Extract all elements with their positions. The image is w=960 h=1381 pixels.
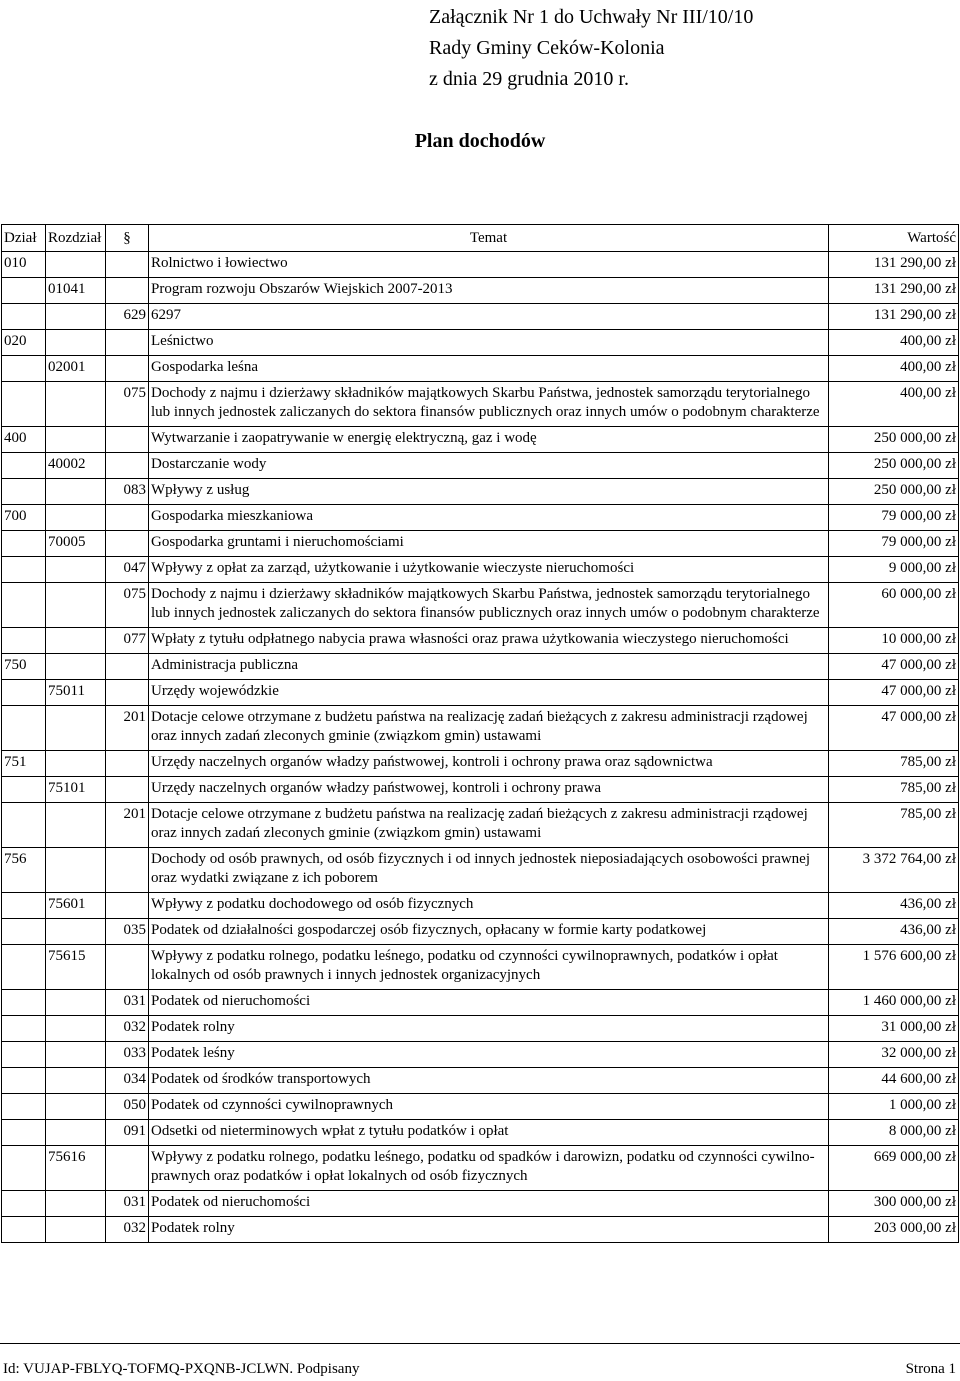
table-row-rozdzial <box>2 680 959 706</box>
dzial-cell: 400 <box>2 427 46 453</box>
paragraf-cell: 201 <box>106 706 149 751</box>
dzial-cell <box>2 356 46 382</box>
rozdzial-cell <box>46 304 106 330</box>
temat-cell: Dochody z najmu i dzierżawy składników majątkowych Skarbu Państwa, jednostek samorządu terytorialnego lub innych jednostek zaliczanych do sektora finansów publicznych oraz innych umów o podobnym charakterze <box>149 583 829 628</box>
rozdzial-cell <box>46 706 106 751</box>
dzial-cell <box>2 680 46 706</box>
rozdzial-cell <box>46 583 106 628</box>
table-row-paragraf <box>2 1191 959 1217</box>
dzial-cell <box>2 628 46 654</box>
rozdzial-cell <box>46 252 106 278</box>
rozdzial-cell <box>46 382 106 427</box>
dzial-cell <box>2 1146 46 1191</box>
table-row-paragraf <box>2 304 959 330</box>
temat-cell: Wytwarzanie i zaopatrywanie w energię elektryczną, gaz i wodę <box>149 427 829 453</box>
wartosc-cell: 400,00 zł <box>829 356 959 382</box>
rozdzial-cell <box>46 848 106 893</box>
dzial-cell: 700 <box>2 505 46 531</box>
paragraf-cell <box>106 680 149 706</box>
temat-cell: Dotacje celowe otrzymane z budżetu państwa na realizację zadań bieżących z zakresu administracji rządowej oraz innych zadań zleconych gminie (związkom gmin) ustawami <box>149 706 829 751</box>
table-row-paragraf <box>2 1094 959 1120</box>
temat-cell: Podatek leśny <box>149 1042 829 1068</box>
wartosc-cell: 47 000,00 zł <box>829 680 959 706</box>
paragraf-cell <box>106 330 149 356</box>
paragraf-cell <box>106 654 149 680</box>
page-number: Strona 1 <box>905 1361 956 1377</box>
table-row-rozdzial <box>2 278 959 304</box>
rozdzial-cell <box>46 751 106 777</box>
temat-cell: 6297 <box>149 304 829 330</box>
column-header-paragraf: § <box>106 225 149 252</box>
rozdzial-cell: 70005 <box>46 531 106 557</box>
wartosc-cell: 10 000,00 zł <box>829 628 959 654</box>
table-header-row <box>2 225 959 252</box>
paragraf-cell <box>106 945 149 990</box>
wartosc-cell: 47 000,00 zł <box>829 706 959 751</box>
dzial-cell <box>2 1068 46 1094</box>
paragraf-cell <box>106 356 149 382</box>
temat-cell: Wpływy z opłat za zarząd, użytkowanie i użytkowanie wieczyste nieruchomości <box>149 557 829 583</box>
temat-cell: Wpłaty z tytułu odpłatnego nabycia prawa własności oraz prawa użytkowania wieczystego nieruchomości <box>149 628 829 654</box>
table-row-paragraf <box>2 628 959 654</box>
header-line-2: Rady Gminy Ceków-Kolonia <box>429 37 665 59</box>
dzial-cell <box>2 557 46 583</box>
wartosc-cell: 3 372 764,00 zł <box>829 848 959 893</box>
temat-cell: Rolnictwo i łowiectwo <box>149 252 829 278</box>
paragraf-cell <box>106 278 149 304</box>
temat-cell: Wpływy z podatku rolnego, podatku leśnego, podatku od spadków i darowizn, podatku od czynności cywilno-prawnych oraz podatków i opłat lokalnych od osób fizycznych <box>149 1146 829 1191</box>
table-row-paragraf <box>2 1016 959 1042</box>
dzial-cell <box>2 453 46 479</box>
rozdzial-cell <box>46 330 106 356</box>
temat-cell: Podatek od środków transportowych <box>149 1068 829 1094</box>
temat-cell: Dotacje celowe otrzymane z budżetu państwa na realizację zadań bieżących z zakresu administracji rządowej oraz innych zadań zleconych gminie (związkom gmin) ustawami <box>149 803 829 848</box>
dzial-cell <box>2 479 46 505</box>
temat-cell: Dochody z najmu i dzierżawy składników majątkowych Skarbu Państwa, jednostek samorządu terytorialnego lub innych jednostek zaliczanych do sektora finansów publicznych oraz innych umów o podobnym charakterze <box>149 382 829 427</box>
table-row-rozdzial <box>2 945 959 990</box>
dzial-cell <box>2 278 46 304</box>
wartosc-cell: 669 000,00 zł <box>829 1146 959 1191</box>
wartosc-cell: 79 000,00 zł <box>829 505 959 531</box>
rozdzial-cell: 75601 <box>46 893 106 919</box>
dzial-cell <box>2 1120 46 1146</box>
wartosc-cell: 47 000,00 zł <box>829 654 959 680</box>
paragraf-cell: 032 <box>106 1217 149 1243</box>
dzial-cell: 756 <box>2 848 46 893</box>
dzial-cell <box>2 990 46 1016</box>
temat-cell: Wpływy z usług <box>149 479 829 505</box>
rozdzial-cell <box>46 1042 106 1068</box>
dzial-cell <box>2 1217 46 1243</box>
document-header <box>429 2 753 95</box>
dzial-cell <box>2 1191 46 1217</box>
table-row-dzial <box>2 427 959 453</box>
rozdzial-cell <box>46 557 106 583</box>
table-row-paragraf <box>2 1120 959 1146</box>
rozdzial-cell <box>46 990 106 1016</box>
table-row-paragraf <box>2 803 959 848</box>
rozdzial-cell <box>46 803 106 848</box>
paragraf-cell <box>106 848 149 893</box>
rozdzial-cell: 02001 <box>46 356 106 382</box>
paragraf-cell: 077 <box>106 628 149 654</box>
dzial-cell <box>2 304 46 330</box>
paragraf-cell: 201 <box>106 803 149 848</box>
wartosc-cell: 131 290,00 zł <box>829 252 959 278</box>
table-row-dzial <box>2 330 959 356</box>
wartosc-cell: 31 000,00 zł <box>829 1016 959 1042</box>
dzial-cell <box>2 583 46 628</box>
paragraf-cell: 034 <box>106 1068 149 1094</box>
paragraf-cell: 033 <box>106 1042 149 1068</box>
temat-cell: Podatek od nieruchomości <box>149 1191 829 1217</box>
rozdzial-cell <box>46 505 106 531</box>
dzial-cell: 751 <box>2 751 46 777</box>
rozdzial-cell <box>46 479 106 505</box>
paragraf-cell <box>106 777 149 803</box>
rozdzial-cell <box>46 427 106 453</box>
wartosc-cell: 250 000,00 zł <box>829 427 959 453</box>
table-row-paragraf <box>2 919 959 945</box>
temat-cell: Dostarczanie wody <box>149 453 829 479</box>
rozdzial-cell <box>46 1068 106 1094</box>
page-footer <box>0 1343 960 1377</box>
paragraf-cell: 031 <box>106 1191 149 1217</box>
paragraf-cell <box>106 531 149 557</box>
paragraf-cell <box>106 453 149 479</box>
table-row-paragraf <box>2 1068 959 1094</box>
dzial-cell <box>2 945 46 990</box>
paragraf-cell: 035 <box>106 919 149 945</box>
paragraf-cell: 031 <box>106 990 149 1016</box>
wartosc-cell: 131 290,00 zł <box>829 304 959 330</box>
dzial-cell <box>2 777 46 803</box>
wartosc-cell: 8 000,00 zł <box>829 1120 959 1146</box>
dzial-cell <box>2 803 46 848</box>
rozdzial-cell: 75615 <box>46 945 106 990</box>
dzial-cell <box>2 531 46 557</box>
header-line-3: z dnia 29 grudnia 2010 r. <box>429 68 629 90</box>
wartosc-cell: 436,00 zł <box>829 919 959 945</box>
temat-cell: Podatek od działalności gospodarczej osób fizycznych, opłacany w formie karty podatkowej <box>149 919 829 945</box>
paragraf-cell <box>106 751 149 777</box>
revenue-table <box>1 224 959 1243</box>
table-row-paragraf <box>2 382 959 427</box>
wartosc-cell: 79 000,00 zł <box>829 531 959 557</box>
temat-cell: Gospodarka gruntami i nieruchomościami <box>149 531 829 557</box>
wartosc-cell: 9 000,00 zł <box>829 557 959 583</box>
table-row-rozdzial <box>2 777 959 803</box>
paragraf-cell <box>106 893 149 919</box>
table-row-paragraf <box>2 583 959 628</box>
column-header-temat: Temat <box>149 225 829 252</box>
table-row-dzial <box>2 252 959 278</box>
table-row-dzial <box>2 654 959 680</box>
rozdzial-cell: 01041 <box>46 278 106 304</box>
temat-cell: Administracja publiczna <box>149 654 829 680</box>
wartosc-cell: 785,00 zł <box>829 803 959 848</box>
wartosc-cell: 203 000,00 zł <box>829 1217 959 1243</box>
temat-cell: Podatek rolny <box>149 1217 829 1243</box>
temat-cell: Gospodarka mieszkaniowa <box>149 505 829 531</box>
wartosc-cell: 1 460 000,00 zł <box>829 990 959 1016</box>
paragraf-cell <box>106 505 149 531</box>
dzial-cell <box>2 706 46 751</box>
temat-cell: Podatek od nieruchomości <box>149 990 829 1016</box>
wartosc-cell: 785,00 zł <box>829 777 959 803</box>
paragraf-cell: 075 <box>106 382 149 427</box>
rozdzial-cell <box>46 919 106 945</box>
page-title: Plan dochodów <box>414 130 546 152</box>
wartosc-cell: 250 000,00 zł <box>829 479 959 505</box>
paragraf-cell: 050 <box>106 1094 149 1120</box>
dzial-cell <box>2 1094 46 1120</box>
dzial-cell: 010 <box>2 252 46 278</box>
paragraf-cell <box>106 427 149 453</box>
wartosc-cell: 400,00 zł <box>829 330 959 356</box>
paragraf-cell: 075 <box>106 583 149 628</box>
temat-cell: Podatek rolny <box>149 1016 829 1042</box>
temat-cell: Odsetki od nieterminowych wpłat z tytułu podatków i opłat <box>149 1120 829 1146</box>
table-row-paragraf <box>2 557 959 583</box>
wartosc-cell: 131 290,00 zł <box>829 278 959 304</box>
temat-cell: Program rozwoju Obszarów Wiejskich 2007-2013 <box>149 278 829 304</box>
table-row-dzial <box>2 751 959 777</box>
paragraf-cell: 047 <box>106 557 149 583</box>
rozdzial-cell <box>46 1191 106 1217</box>
wartosc-cell: 785,00 zł <box>829 751 959 777</box>
column-header-wartosc: Wartość <box>829 225 959 252</box>
temat-cell: Urzędy naczelnych organów władzy państwowej, kontroli i ochrony prawa <box>149 777 829 803</box>
table-row-rozdzial <box>2 531 959 557</box>
column-header-rozdzial: Rozdział <box>46 225 106 252</box>
temat-cell: Dochody od osób prawnych, od osób fizycznych i od innych jednostek nieposiadających osobowości prawnej oraz wydatki związane z ich poborem <box>149 848 829 893</box>
rozdzial-cell <box>46 1094 106 1120</box>
table-row-paragraf <box>2 990 959 1016</box>
temat-cell: Wpływy z podatku rolnego, podatku leśnego, podatku od czynności cywilnoprawnych, podatków i opłat lokalnych od osób prawnych i innych jednostek organizacyjnych <box>149 945 829 990</box>
temat-cell: Podatek od czynności cywilnoprawnych <box>149 1094 829 1120</box>
dzial-cell: 020 <box>2 330 46 356</box>
temat-cell: Urzędy naczelnych organów władzy państwowej, kontroli i ochrony prawa oraz sądownictwa <box>149 751 829 777</box>
header-line-1: Załącznik Nr 1 do Uchwały Nr III/10/10 <box>429 6 754 28</box>
table-row-rozdzial <box>2 453 959 479</box>
table-row-paragraf <box>2 1217 959 1243</box>
rozdzial-cell <box>46 628 106 654</box>
rozdzial-cell: 40002 <box>46 453 106 479</box>
paragraf-cell: 629 <box>106 304 149 330</box>
dzial-cell <box>2 893 46 919</box>
paragraf-cell: 091 <box>106 1120 149 1146</box>
wartosc-cell: 1 000,00 zł <box>829 1094 959 1120</box>
table-row-paragraf <box>2 1042 959 1068</box>
dzial-cell <box>2 919 46 945</box>
wartosc-cell: 44 600,00 zł <box>829 1068 959 1094</box>
paragraf-cell <box>106 1146 149 1191</box>
rozdzial-cell <box>46 1016 106 1042</box>
wartosc-cell: 60 000,00 zł <box>829 583 959 628</box>
dzial-cell <box>2 382 46 427</box>
table-row-rozdzial <box>2 893 959 919</box>
table-row-rozdzial <box>2 1146 959 1191</box>
dzial-cell <box>2 1042 46 1068</box>
table-row-rozdzial <box>2 356 959 382</box>
dzial-cell <box>2 1016 46 1042</box>
rozdzial-cell <box>46 1120 106 1146</box>
document-id: Id: VUJAP-FBLYQ-TOFMQ-PXQNB-JCLWN. Podpisany <box>3 1361 360 1377</box>
table-row-paragraf <box>2 479 959 505</box>
table-body <box>2 252 959 1243</box>
table-row-dzial <box>2 505 959 531</box>
temat-cell: Leśnictwo <box>149 330 829 356</box>
temat-cell: Wpływy z podatku dochodowego od osób fizycznych <box>149 893 829 919</box>
temat-cell: Gospodarka leśna <box>149 356 829 382</box>
table-row-paragraf <box>2 706 959 751</box>
rozdzial-cell <box>46 654 106 680</box>
paragraf-cell: 032 <box>106 1016 149 1042</box>
wartosc-cell: 32 000,00 zł <box>829 1042 959 1068</box>
rozdzial-cell <box>46 1217 106 1243</box>
table-row-dzial <box>2 848 959 893</box>
rozdzial-cell: 75011 <box>46 680 106 706</box>
column-header-dzial: Dział <box>2 225 46 252</box>
paragraf-cell: 083 <box>106 479 149 505</box>
dzial-cell: 750 <box>2 654 46 680</box>
wartosc-cell: 250 000,00 zł <box>829 453 959 479</box>
wartosc-cell: 436,00 zł <box>829 893 959 919</box>
wartosc-cell: 1 576 600,00 zł <box>829 945 959 990</box>
rozdzial-cell: 75616 <box>46 1146 106 1191</box>
temat-cell: Urzędy wojewódzkie <box>149 680 829 706</box>
wartosc-cell: 400,00 zł <box>829 382 959 427</box>
rozdzial-cell: 75101 <box>46 777 106 803</box>
wartosc-cell: 300 000,00 zł <box>829 1191 959 1217</box>
paragraf-cell <box>106 252 149 278</box>
